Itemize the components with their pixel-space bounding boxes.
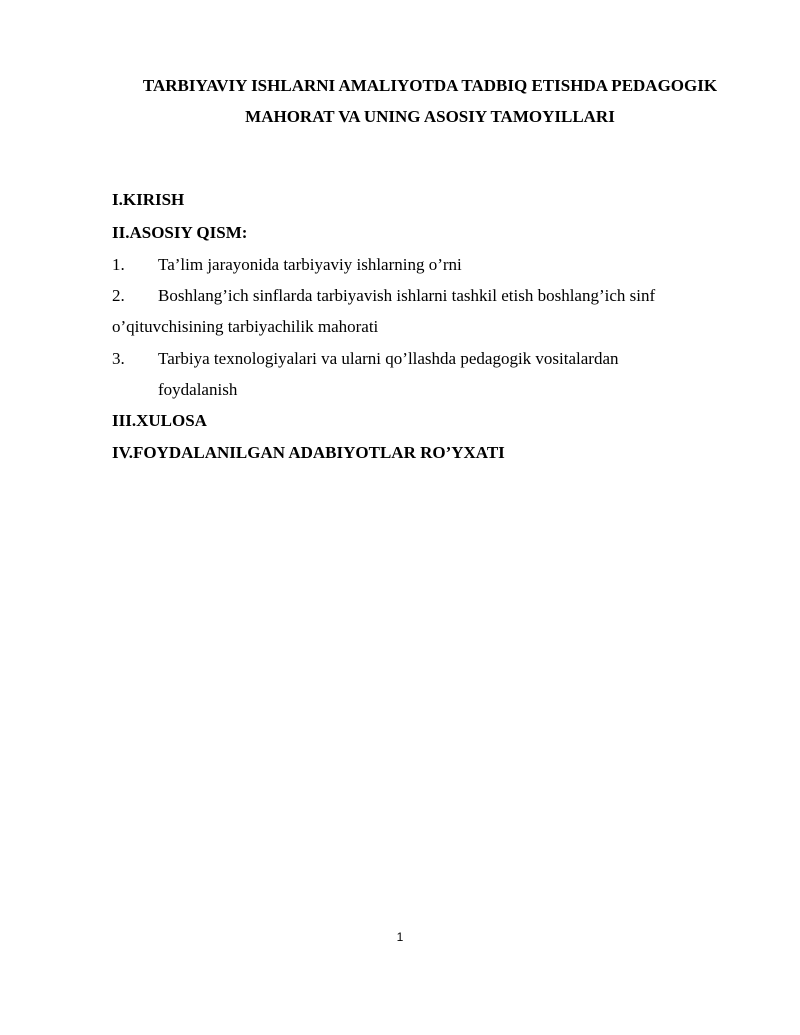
toc-item-number: 1.	[112, 255, 125, 274]
toc-item-text: Boshlang’ich sinflarda tarbiyavish ishlarni tashkil etish boshlang’ich sinf	[158, 286, 656, 305]
toc-item-text: Tarbiya texnologiyalari va ularni qo’llashda pedagogik vositalardan	[158, 349, 619, 368]
toc-item-text-continued: foydalanish	[158, 380, 238, 399]
document-title-line-2: MAHORAT VA UNING ASOSIY TAMOYILLARI	[245, 107, 615, 126]
toc-main-part: II.ASOSIY QISM:	[112, 223, 248, 242]
toc-references: IV.FOYDALANILGAN ADABIYOTLAR RO’YXATI	[112, 443, 505, 462]
toc-conclusion: III.XULOSA	[112, 411, 207, 430]
toc-intro: I.KIRISH	[112, 190, 185, 209]
toc-item-number: 3.	[112, 349, 125, 368]
page-number: 1	[396, 930, 404, 944]
toc-item-text-continued: o’qituvchisining tarbiyachilik mahorati	[112, 317, 379, 336]
toc-item-text: Ta’lim jarayonida tarbiyaviy ishlarning o’rni	[158, 255, 462, 274]
document-title-line-1: TARBIYAVIY ISHLARNI AMALIYOTDA TADBIQ ETISHDA PEDAGOGIK	[142, 76, 718, 95]
toc-item-number: 2.	[112, 286, 125, 305]
